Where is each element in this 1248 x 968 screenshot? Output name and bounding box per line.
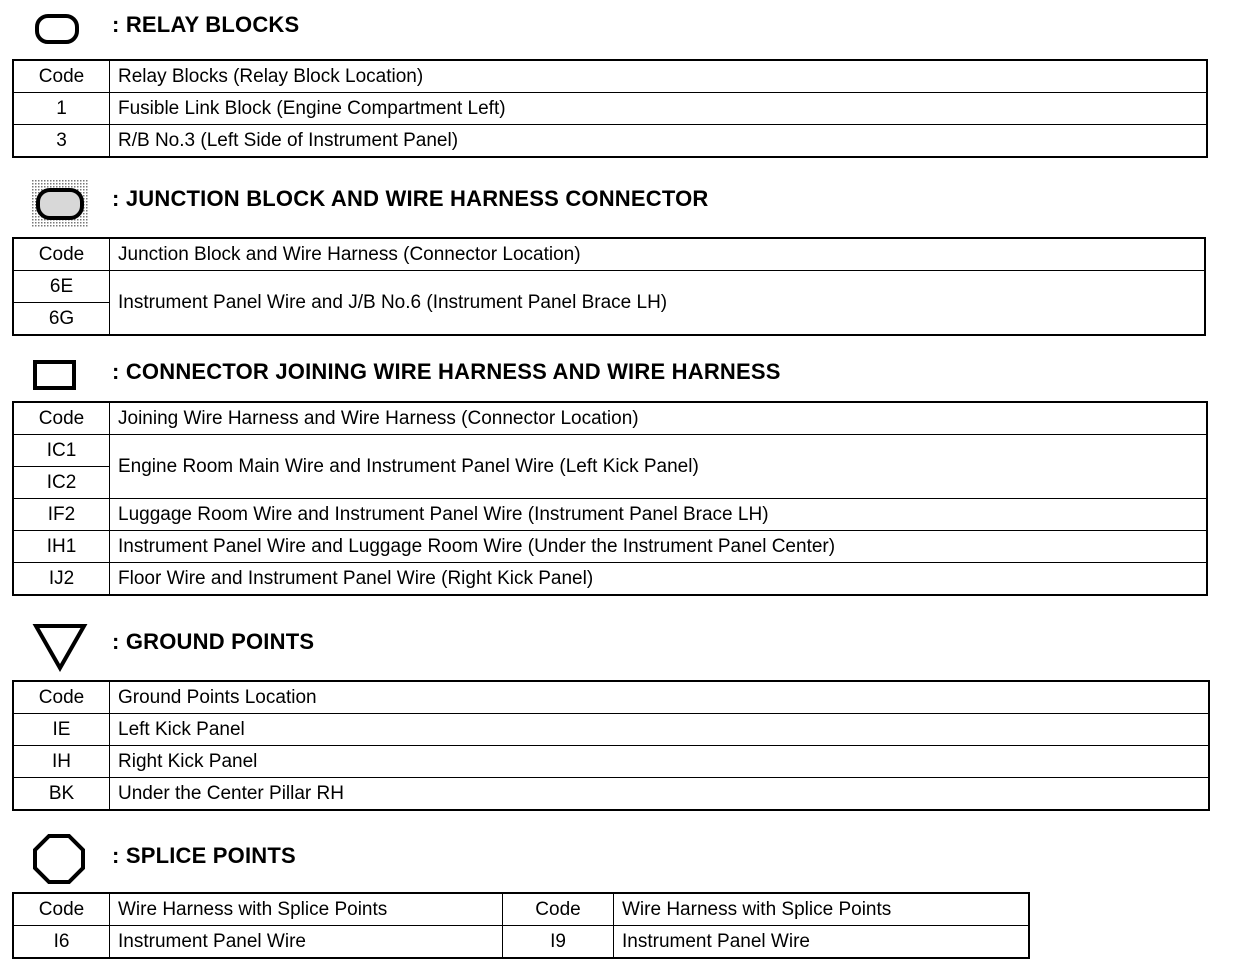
table-row: [13, 531, 1207, 563]
row-code: BK: [13, 778, 110, 811]
row-desc: Luggage Room Wire and Instrument Panel Wire (Instrument Panel Brace LH): [110, 499, 1208, 531]
header-desc: Ground Points Location: [110, 681, 1210, 714]
section-title: : CONNECTOR JOINING WIRE HARNESS AND WIRE HARNESS: [112, 359, 781, 384]
table-header: [13, 60, 1207, 93]
rounded-rectangle-icon: [34, 12, 80, 46]
row-desc: Instrument Panel Wire: [110, 926, 503, 959]
row-code: I6: [13, 926, 110, 959]
shaded-rounded-rectangle-icon: [32, 180, 88, 228]
header-code: Code: [13, 893, 110, 926]
triangle-down-icon: [32, 622, 88, 672]
row-code: 1: [13, 93, 110, 125]
row-code: IE: [13, 714, 110, 746]
row-desc: Left Kick Panel: [110, 714, 1210, 746]
octagon-icon: [32, 833, 86, 885]
row-desc: Right Kick Panel: [110, 746, 1210, 778]
row-desc: Fusible Link Block (Engine Compartment Left): [110, 93, 1208, 125]
table-row: [13, 499, 1207, 531]
row-code: 6E: [13, 271, 110, 303]
row-desc: Engine Room Main Wire and Instrument Panel Wire (Left Kick Panel): [110, 435, 1208, 499]
junction-block-table: [12, 237, 1206, 336]
ground-points-table: [12, 680, 1210, 811]
table-header: [13, 893, 1029, 926]
table-row: [13, 93, 1207, 125]
table-row: [13, 714, 1209, 746]
header-code: Code: [13, 402, 110, 435]
section-title: : GROUND POINTS: [112, 629, 315, 654]
table-header: [13, 238, 1205, 271]
table-header: [13, 681, 1209, 714]
row-desc: Instrument Panel Wire and J/B No.6 (Instrument Panel Brace LH): [110, 271, 1206, 336]
table-row: [13, 926, 1029, 959]
row-code: IC1: [13, 435, 110, 467]
connectors-table: [12, 401, 1208, 596]
row-code: IH1: [13, 531, 110, 563]
row-code: IH: [13, 746, 110, 778]
header-desc: Wire Harness with Splice Points: [614, 893, 1030, 926]
relay-blocks-table: [12, 59, 1208, 158]
row-code: 6G: [13, 303, 110, 336]
row-code: 3: [13, 125, 110, 158]
header-code: Code: [13, 238, 110, 271]
row-code: IJ2: [13, 563, 110, 596]
row-code: IC2: [13, 467, 110, 499]
row-desc: Instrument Panel Wire: [614, 926, 1030, 959]
table-row: [13, 271, 1205, 303]
splice-points-table: [12, 892, 1030, 959]
table-header: [13, 402, 1207, 435]
row-code: IF2: [13, 499, 110, 531]
section-title: : SPLICE POINTS: [112, 843, 296, 868]
row-desc: Instrument Panel Wire and Luggage Room Wire (Under the Instrument Panel Center): [110, 531, 1208, 563]
header-code: Code: [13, 60, 110, 93]
header-desc: Wire Harness with Splice Points: [110, 893, 503, 926]
table-row: [13, 778, 1209, 811]
table-row: [13, 125, 1207, 158]
header-code: Code: [503, 893, 614, 926]
rectangle-icon: [32, 358, 78, 392]
header-desc: Joining Wire Harness and Wire Harness (Connector Location): [110, 402, 1208, 435]
table-row: [13, 435, 1207, 467]
header-code: Code: [13, 681, 110, 714]
section-title: : JUNCTION BLOCK AND WIRE HARNESS CONNECTOR: [112, 186, 709, 211]
row-code: I9: [503, 926, 614, 959]
row-desc: Under the Center Pillar RH: [110, 778, 1210, 811]
section-title: : RELAY BLOCKS: [112, 12, 300, 37]
row-desc: R/B No.3 (Left Side of Instrument Panel): [110, 125, 1208, 158]
table-row: [13, 746, 1209, 778]
table-row: [13, 563, 1207, 596]
header-desc: Relay Blocks (Relay Block Location): [110, 60, 1208, 93]
header-desc: Junction Block and Wire Harness (Connector Location): [110, 238, 1206, 271]
row-desc: Floor Wire and Instrument Panel Wire (Right Kick Panel): [110, 563, 1208, 596]
